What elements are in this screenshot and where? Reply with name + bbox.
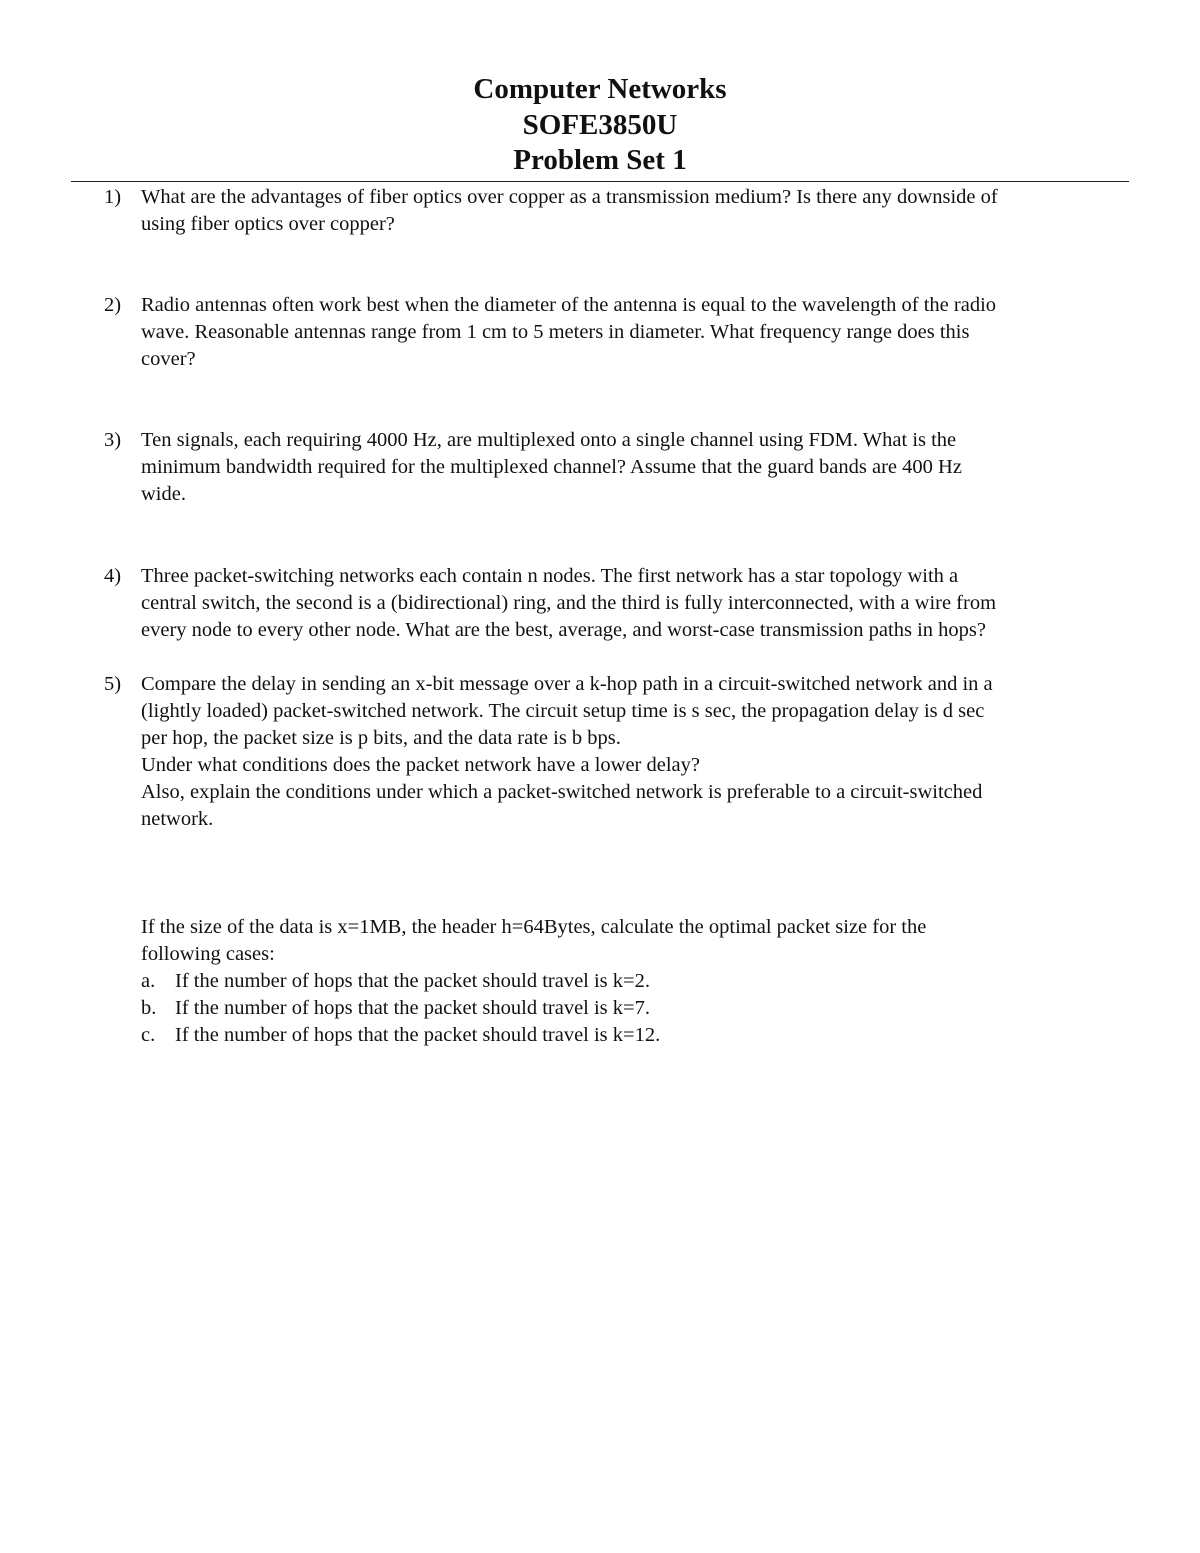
question-line: What are the advantages of fiber optics over copper as a transmission medium? Is there any downside of [141, 186, 998, 208]
question-number: 5) [104, 673, 122, 695]
question-line: Under what conditions does the packet network have a lower delay? [141, 754, 700, 776]
question-text [141, 563, 1131, 644]
question-text [141, 184, 1131, 238]
question-line: Ten signals, each requiring 4000 Hz, are multiplexed onto a single channel using FDM. What is the [141, 429, 957, 451]
case-item-b [141, 995, 1131, 1022]
question-number: 4) [104, 565, 122, 587]
question-text [141, 671, 1131, 833]
question-text [141, 292, 1131, 373]
course-code: SOFE3850U [522, 108, 678, 141]
followup-line: following cases: [141, 943, 275, 965]
document-title: Computer Networks [473, 73, 727, 105]
question-line: using fiber optics over copper? [141, 213, 395, 235]
question-number: 1) [104, 186, 122, 208]
question-line: cover? [141, 348, 196, 370]
question-line: Compare the delay in sending an x-bit message over a k-hop path in a circuit-switched network and in a [141, 673, 993, 695]
case-label: c. [141, 1024, 156, 1046]
case-text: If the number of hops that the packet should travel is k=12. [175, 1024, 661, 1046]
question-number: 3) [104, 429, 122, 451]
followup-line: If the size of the data is x=1MB, the header h=64Bytes, calculate the optimal packet size for the [141, 916, 927, 938]
case-label: b. [141, 997, 157, 1019]
case-item-a [141, 968, 1131, 995]
case-text: If the number of hops that the packet should travel is k=7. [175, 997, 650, 1019]
question-line: wide. [141, 483, 186, 505]
followup-section [141, 914, 1131, 1049]
question-line: every node to every other node. What are the best, average, and worst-case transmission paths in hops? [141, 619, 986, 641]
problem-set-title: Problem Set 1 [513, 144, 687, 176]
question-line: central switch, the second is a (bidirectional) ring, and the third is fully interconnected, with a wire from [141, 592, 997, 614]
question-number: 2) [104, 294, 122, 316]
question-line: Also, explain the conditions under which a packet-switched network is preferable to a circuit-switched [141, 781, 983, 803]
case-item-c [141, 1022, 1131, 1049]
case-label: a. [141, 970, 156, 992]
question-line: per hop, the packet size is p bits, and the data rate is b bps. [141, 727, 621, 749]
question-line: minimum bandwidth required for the multiplexed channel? Assume that the guard bands are 400 Hz [141, 456, 962, 478]
question-line: Radio antennas often work best when the diameter of the antenna is equal to the wavelength of the radio [141, 294, 997, 316]
question-line: (lightly loaded) packet-switched network. The circuit setup time is s sec, the propagation delay is d sec [141, 700, 985, 722]
question-text [141, 427, 1131, 508]
question-line: Three packet-switching networks each contain n nodes. The first network has a star topology with a [141, 565, 959, 587]
question-line: network. [141, 808, 214, 830]
case-text: If the number of hops that the packet should travel is k=2. [175, 970, 650, 992]
header-divider [71, 181, 1129, 182]
question-line: wave. Reasonable antennas range from 1 cm to 5 meters in diameter. What frequency range does this [141, 321, 970, 343]
document-header [0, 72, 1200, 179]
